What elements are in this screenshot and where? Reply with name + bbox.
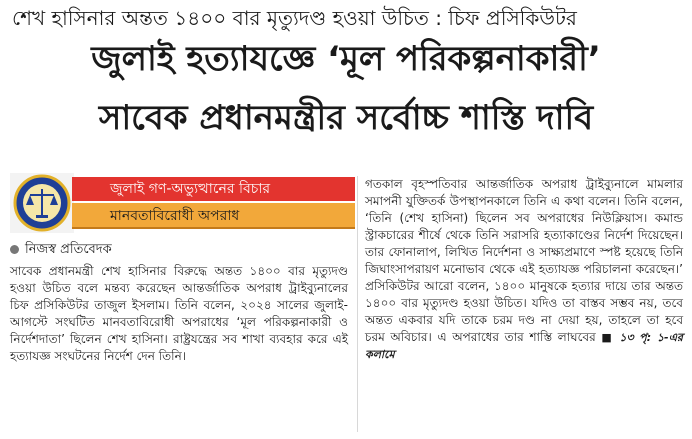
continuation-link[interactable]: ■ ১৩ পৃ: ১-এর কলামে: [365, 331, 683, 361]
tribunal-scales-emblem-icon: [10, 173, 74, 233]
body-paragraph-right: [365, 176, 683, 363]
byline: [10, 240, 350, 260]
headline-line-1: জুলাই হত্যাযজ্ঞে ‘মূল পরিকল্পনাকারী’: [91, 39, 601, 79]
body-column-left: [10, 263, 348, 365]
section-badge-top: জুলাই গণ-অভ্যুত্থানের বিচার: [72, 177, 355, 201]
headline-line-2: সাবেক প্রধানমন্ত্রীর সর্বোচ্চ শাস্তি দাবি: [98, 98, 594, 138]
column-divider: [357, 176, 358, 432]
body-paragraph-left: সাবেক প্রধানমন্ত্রী শেখ হাসিনার বিরুদ্ধে অন্তত ১৪০০ বার মৃত্যুদণ্ড হওয়া উচিত বলে মন্তব্য করেছেন আন্তর্জাতিক অপরাধ ট্রাইব্যুনালের চিফ প্রসিকিউটর তাজুল ইসলাম। তিনি বলেন, ২০২৪ সালের জুলাই-আগস্টে সংঘটিত মানবতাবিরোধী অপরাধের ‘মূল পরিকল্পনাকারী ও নির্দেশদাতা’ ছিলেন শেখ হাসিনা। রাষ্ট্রযন্ত্রের সব শাখা ব্যবহার করে এই হত্যাযজ্ঞ সংঘটনের নির্দেশ দেন তিনি।: [10, 264, 348, 363]
byline-text: নিজস্ব প্রতিবেদক: [25, 242, 112, 257]
body-text-right: গতকাল বৃহস্পতিবার আন্তর্জাতিক অপরাধ ট্রাইব্যুনালে মামলার সমাপনী যুক্তিতর্ক উপস্থাপনকালে তিনি এ কথা বলেন। তিনি বলেন, ‘তিনি (শেখ হাসিনা) ছিলেন সব অপরাধের নিউক্লিয়াস। কমান্ড স্ট্রাকচারের শীর্ষে থেকে তিনি সরাসরি হত্যাকাণ্ডের নির্দেশ দিয়েছেন। তার ফোনালাপ, লিখিত নির্দেশনা ও সাক্ষ্যপ্রমাণে স্পষ্ট হয়েছে তিনি জিঘাংসাপরায়ণ মনোভাব থেকে এই হত্যাযজ্ঞ পরিচালনা করেছেন।’ প্রসিকিউটর আরো বলেন, ১৪০০ মানুষকে হত্যার দায়ে তার অন্তত ১৪০০ বার মৃত্যুদণ্ড হওয়া উচিত। যদিও তা বাস্তব সম্ভব নয়, তবে অন্তত একবার যদি তাকে চরম দণ্ড না দেয়া হয়, তাহলে তা হবে চরম অবিচার। এ অপরাধের তার শাস্তি লাঘবের: [365, 177, 683, 344]
section-badge: [10, 173, 355, 233]
bullet-icon: [10, 245, 19, 254]
section-badge-bottom: মানবতাবিরোধী অপরাধ: [72, 203, 355, 229]
kicker: শেখ হাসিনার অন্তত ১৪০০ বার মৃত্যুদণ্ড হওয়া উচিত : চিফ প্রসিকিউটর: [12, 6, 577, 30]
body-column-right: [365, 176, 683, 363]
